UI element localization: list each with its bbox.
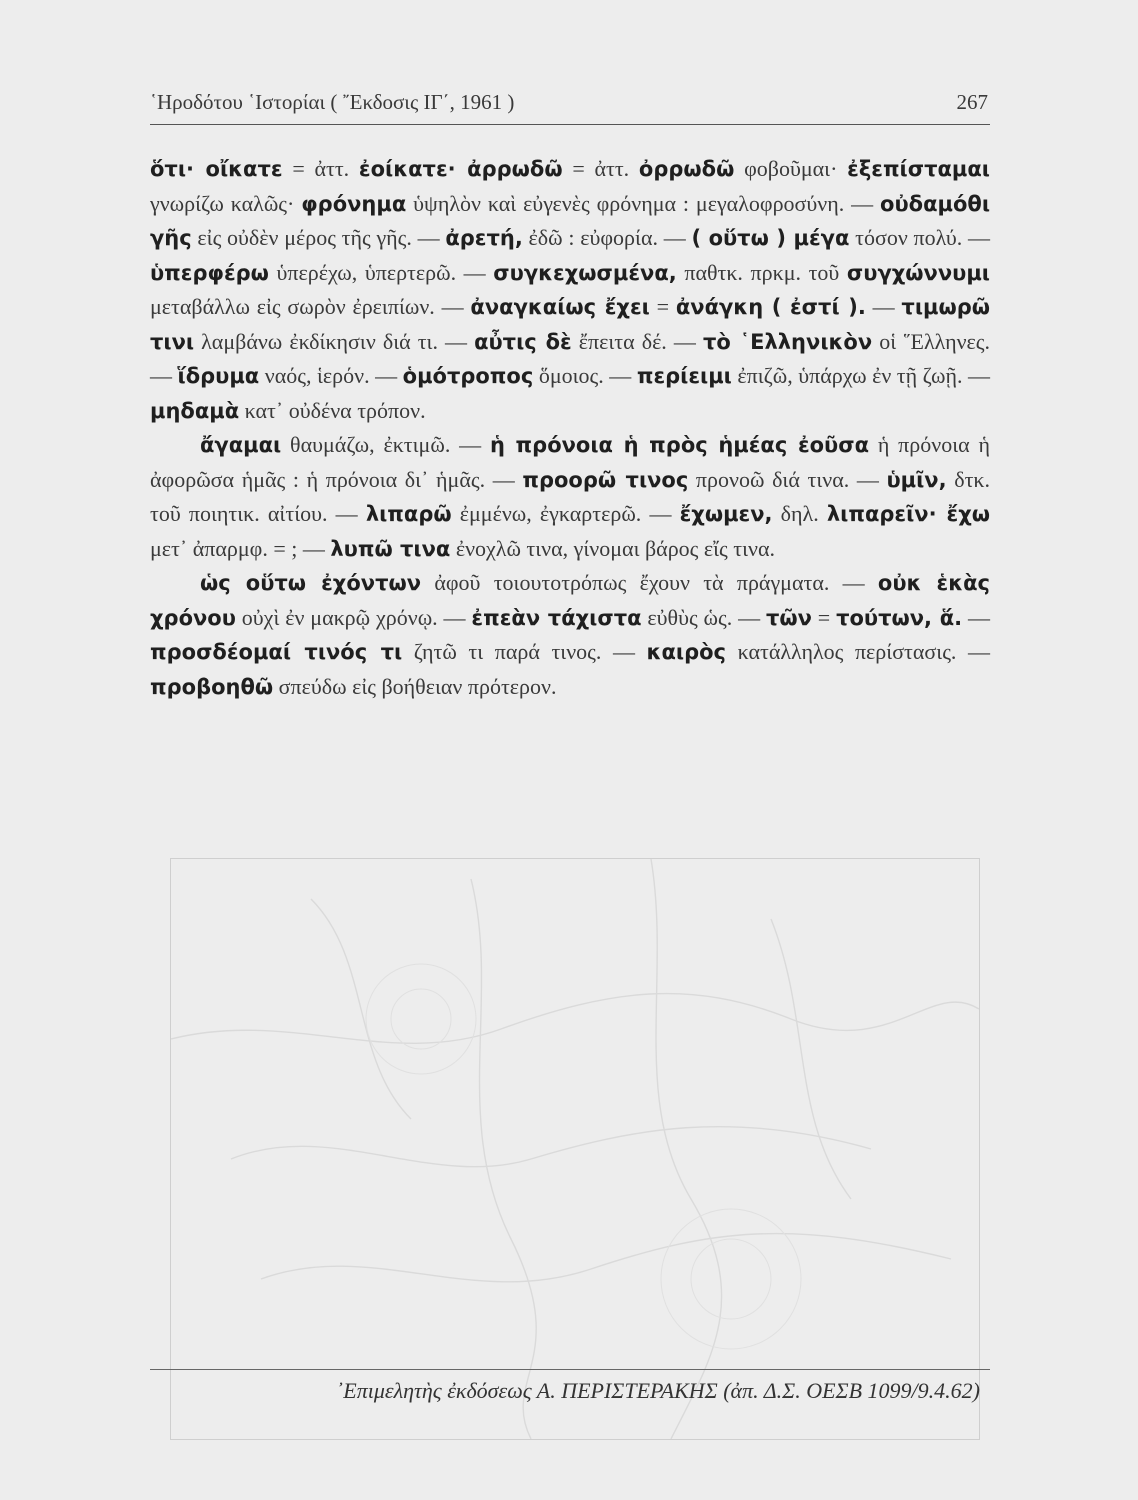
gloss-text: φοβοῦμαι·	[734, 156, 848, 181]
gloss-text: =	[649, 294, 676, 319]
headword: ἀρετή,	[445, 226, 523, 250]
gloss-text: ὑψηλὸν καὶ εὐγενὲς φρόνημα : μεγαλοφροσύνη. —	[406, 190, 881, 216]
headword: ἡ πρόνοια ἡ πρὸς ἡμέας ἐοῦσα	[489, 433, 870, 457]
gloss-text: οὐχὶ ἐν μακρῷ χρόνῳ. —	[235, 604, 472, 630]
gloss-text: εὐθὺς ὡς. —	[641, 604, 766, 630]
headword: καιρὸς	[646, 640, 726, 664]
headword: λιπαρεῖν· ἔχω	[826, 502, 991, 526]
glossary-text	[150, 152, 990, 704]
gloss-text: μετ᾽ ἀπαρμφ. = ; —	[150, 535, 331, 561]
gloss-text: κατ᾽ οὐδένα τρόπον.	[239, 397, 426, 423]
gloss-text: γνωρίζω καλῶς·	[150, 190, 302, 216]
gloss-text: = ἀττ.	[562, 156, 639, 181]
headword: οὐδαμόθι γῆς	[150, 191, 990, 250]
faint-map-watermark	[170, 858, 980, 1440]
headword: ἐπεὰν τάχιστα	[471, 605, 642, 630]
headword: ὡς οὕτω ἐχόντων	[200, 571, 422, 595]
headword: περίειμι	[636, 364, 732, 388]
paragraph	[150, 428, 990, 566]
gloss-text: ἐμμένω, ἐγκαρτερῶ. —	[451, 501, 680, 526]
headword: φρόνημα	[301, 191, 407, 216]
headword: λιπαρῶ	[365, 502, 452, 526]
headword: λυπῶ τινα	[330, 536, 451, 561]
headword: προβοηθῶ	[150, 674, 274, 699]
editor-credit: ᾿Επιμελητὴς ἐκδόσεως Α. ΠΕΡΙΣΤΕΡΑΚΗΣ (ἀπ. Δ.Σ. ΟΕΣΒ 1099/9.4.62)	[335, 1378, 980, 1403]
headword: τὸ ῾Ελληνικὸν	[702, 329, 873, 354]
paragraph	[150, 152, 990, 428]
gloss-text: λαμβάνω ἐκδίκησιν διά τι. —	[194, 328, 475, 354]
gloss-text: εἰς οὐδὲν μέρος τῆς γῆς. —	[191, 225, 446, 250]
page-header	[150, 90, 990, 124]
gloss-text: =	[811, 604, 837, 630]
gloss-text: μεταβάλλω εἰς σωρὸν ἐρειπίων. —	[150, 294, 471, 319]
gloss-text: ἐδῶ : εὐφορία. —	[522, 225, 692, 250]
page-number: 267	[956, 90, 988, 114]
headword: ὁμότροπος	[402, 364, 534, 388]
gloss-text: προνοῶ διά τινα. —	[688, 466, 887, 492]
gloss-text: ἐπιζῶ, ὑπάρχω ἐν τῇ ζωῇ. —	[731, 363, 990, 388]
gloss-text: παθτκ. πρκμ. τοῦ	[676, 259, 847, 285]
map-sketch	[171, 859, 979, 1439]
gloss-text: ἀφοῦ τοιουτοτρόπως ἔχουν τὰ πράγματα. —	[421, 570, 878, 595]
headword: προσδέομαί τινός τι	[150, 640, 403, 664]
headword: αὖτις δὲ	[474, 329, 572, 354]
gloss-text: τόσον πολύ. —	[849, 225, 990, 250]
gloss-text: ὅμοιος. —	[533, 363, 637, 388]
headword: ἐξεπίσταμαι	[847, 157, 990, 181]
headword: τούτων, ἅ.	[836, 605, 963, 630]
headword: ὑμῖν,	[886, 467, 947, 492]
headword: ἀναγκαίως ἔχει	[470, 295, 650, 319]
footer-rule	[150, 1369, 990, 1370]
gloss-text: δηλ.	[772, 501, 827, 526]
gloss-text: ὑπερέχω, ὑπερτερῶ. —	[268, 259, 494, 285]
headword: τῶν	[765, 605, 812, 630]
headword: ἵδρυμα	[177, 364, 260, 388]
gloss-text: σπεύδω εἰς βοήθειαν πρότερον.	[273, 673, 557, 699]
gloss-text: ζητῶ τι παρά τινος. —	[402, 639, 647, 664]
gloss-text: ἔπειτα δέ. —	[571, 328, 703, 354]
headword: συγχώννυμι	[846, 260, 990, 285]
headword: τιμωρῶ τινι	[150, 295, 990, 354]
headword: μηδαμὰ	[150, 398, 240, 423]
gloss-text: δτκ. τοῦ ποιητικ. αἰτίου. —	[150, 466, 991, 526]
header-rule	[150, 124, 990, 125]
gloss-text: —	[962, 604, 990, 630]
headword: ὅτι· οἴκατε	[150, 157, 283, 181]
gloss-text: ἡ πρόνοια ἡ ἀφορῶσα ἡμᾶς : ἡ πρόνοια δι᾽ ἡμᾶς. —	[150, 432, 990, 492]
headword: ( οὕτω ) μέγα	[691, 226, 850, 250]
gloss-text: θαυμάζω, ἐκτιμῶ. —	[281, 432, 490, 457]
running-title: ῾Ηροδότου ῾Ιστορίαι ( ῎Εκδοσις ΙΓ΄, 1961 )	[150, 90, 515, 114]
gloss-text: ἐνοχλῶ τινα, γίνομαι βάρος εἴς τινα.	[450, 535, 775, 561]
headword: ἐοίκατε· ἀρρωδῶ	[358, 157, 563, 181]
gloss-text: = ἀττ.	[282, 156, 359, 181]
paragraph	[150, 566, 990, 704]
headword: συγκεχωσμένα,	[493, 260, 677, 285]
headword: ἀνάγκη ( ἐστί ).	[675, 295, 866, 319]
gloss-text: ναός, ἱερόν. —	[259, 363, 403, 388]
gloss-text: κατάλληλος περίστασις. —	[725, 639, 990, 664]
headword: ὀρρωδῶ	[638, 157, 735, 181]
headword: ἄγαμαι	[200, 433, 282, 457]
gloss-text: —	[865, 294, 902, 319]
headword: προορῶ τινος	[522, 467, 689, 492]
headword: ἔχωμεν,	[679, 502, 773, 526]
headword: ὑπερφέρω	[150, 260, 269, 285]
headword: οὐκ ἑκὰς χρόνου	[150, 571, 990, 630]
gloss-text: οἱ ῞Ελληνες. —	[150, 328, 990, 388]
